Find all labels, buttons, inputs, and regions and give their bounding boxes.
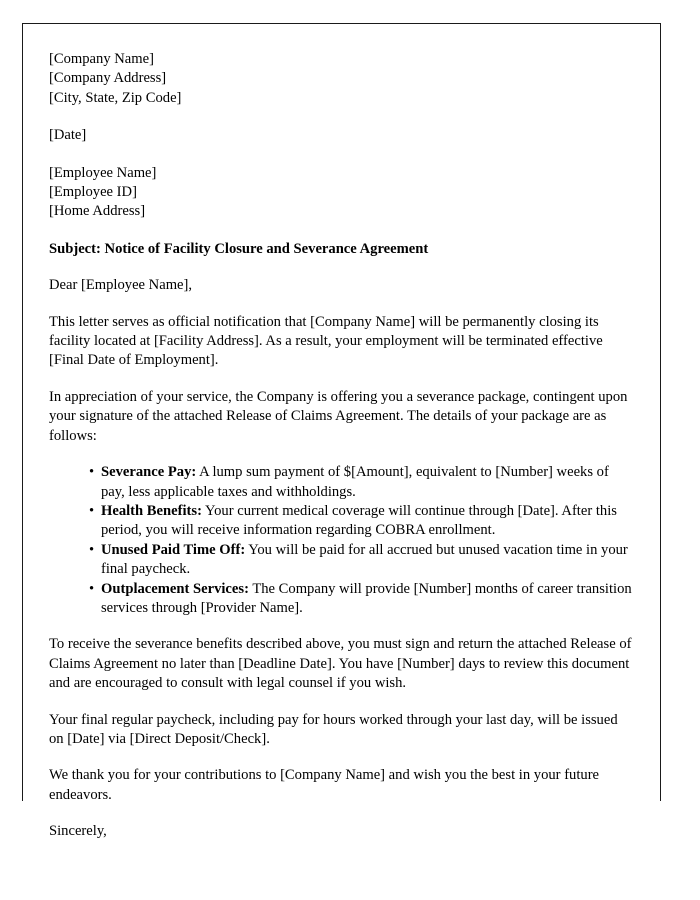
- paragraph-thank-you: We thank you for your contributions to [Company Name] and wish you the best in your future endeavors.: [49, 767, 600, 803]
- sender-company-name: [Company Name]: [49, 51, 154, 67]
- paragraph-notification: This letter serves as official notification that [Company Name] will be permanently closing its facility located at [Facility Address]. As a result, your employment will be terminated effective [Final Date of Employment].: [49, 313, 603, 369]
- benefit-text: Your current medical coverage will continue through [Date]. After this period, you will receive information regarding COBRA enrollment.: [101, 502, 617, 539]
- sender-address-block: [49, 50, 634, 108]
- paragraph-final-paycheck: Your final regular paycheck, including pay for hours worked through your last day, will be issued on [Date] via [Direct Deposit/Check].: [49, 711, 618, 747]
- benefit-text: The Company will provide [Number] months of career transition services through [Provider Name].: [101, 580, 632, 616]
- recipient-home-address: [Home Address]: [49, 203, 146, 220]
- sender-company-address: [Company Address]: [49, 70, 167, 87]
- salutation: Dear [Employee Name],: [49, 277, 193, 294]
- document-page: [22, 23, 661, 840]
- list-item: [89, 541, 634, 580]
- recipient-address-block: [49, 164, 634, 222]
- paragraph-release-deadline: To receive the severance benefits described above, you must sign and return the attached Release of Claims Agreement no later than [Deadline Date]. You have [Number] days to review this document and are encouraged to consult with legal counsel if you wish.: [49, 636, 632, 692]
- letter-body: [23, 24, 660, 842]
- sender-city-state-zip: [City, State, Zip Code]: [49, 89, 182, 106]
- list-item: [89, 463, 634, 502]
- severance-benefits-list: [49, 463, 634, 618]
- benefit-label: Unused Paid Time Off:: [101, 541, 246, 558]
- benefit-text: You will be paid for all accrued but unused vacation time in your final paycheck.: [101, 541, 628, 578]
- list-item: [89, 502, 634, 541]
- closing-salutation: Sincerely,: [49, 823, 107, 840]
- benefit-label: Severance Pay:: [101, 464, 197, 481]
- recipient-employee-name: [Employee Name]: [49, 164, 157, 181]
- subject-line: Subject: Notice of Facility Closure and Severance Agreement: [49, 240, 429, 257]
- benefit-label: Outplacement Services:: [101, 580, 249, 597]
- benefit-text: A lump sum payment of $[Amount], equivalent to [Number] weeks of pay, less applicable taxes and withholdings.: [101, 464, 609, 500]
- benefit-label: Health Benefits:: [101, 502, 202, 519]
- recipient-employee-id: [Employee ID]: [49, 184, 137, 201]
- list-item: [89, 580, 634, 619]
- letter-date: [Date]: [49, 127, 87, 144]
- paragraph-severance-intro: In appreciation of your service, the Company is offering you a severance package, contingent upon your signature of the attached Release of Claims Agreement. The details of your package are as follows:: [49, 388, 628, 444]
